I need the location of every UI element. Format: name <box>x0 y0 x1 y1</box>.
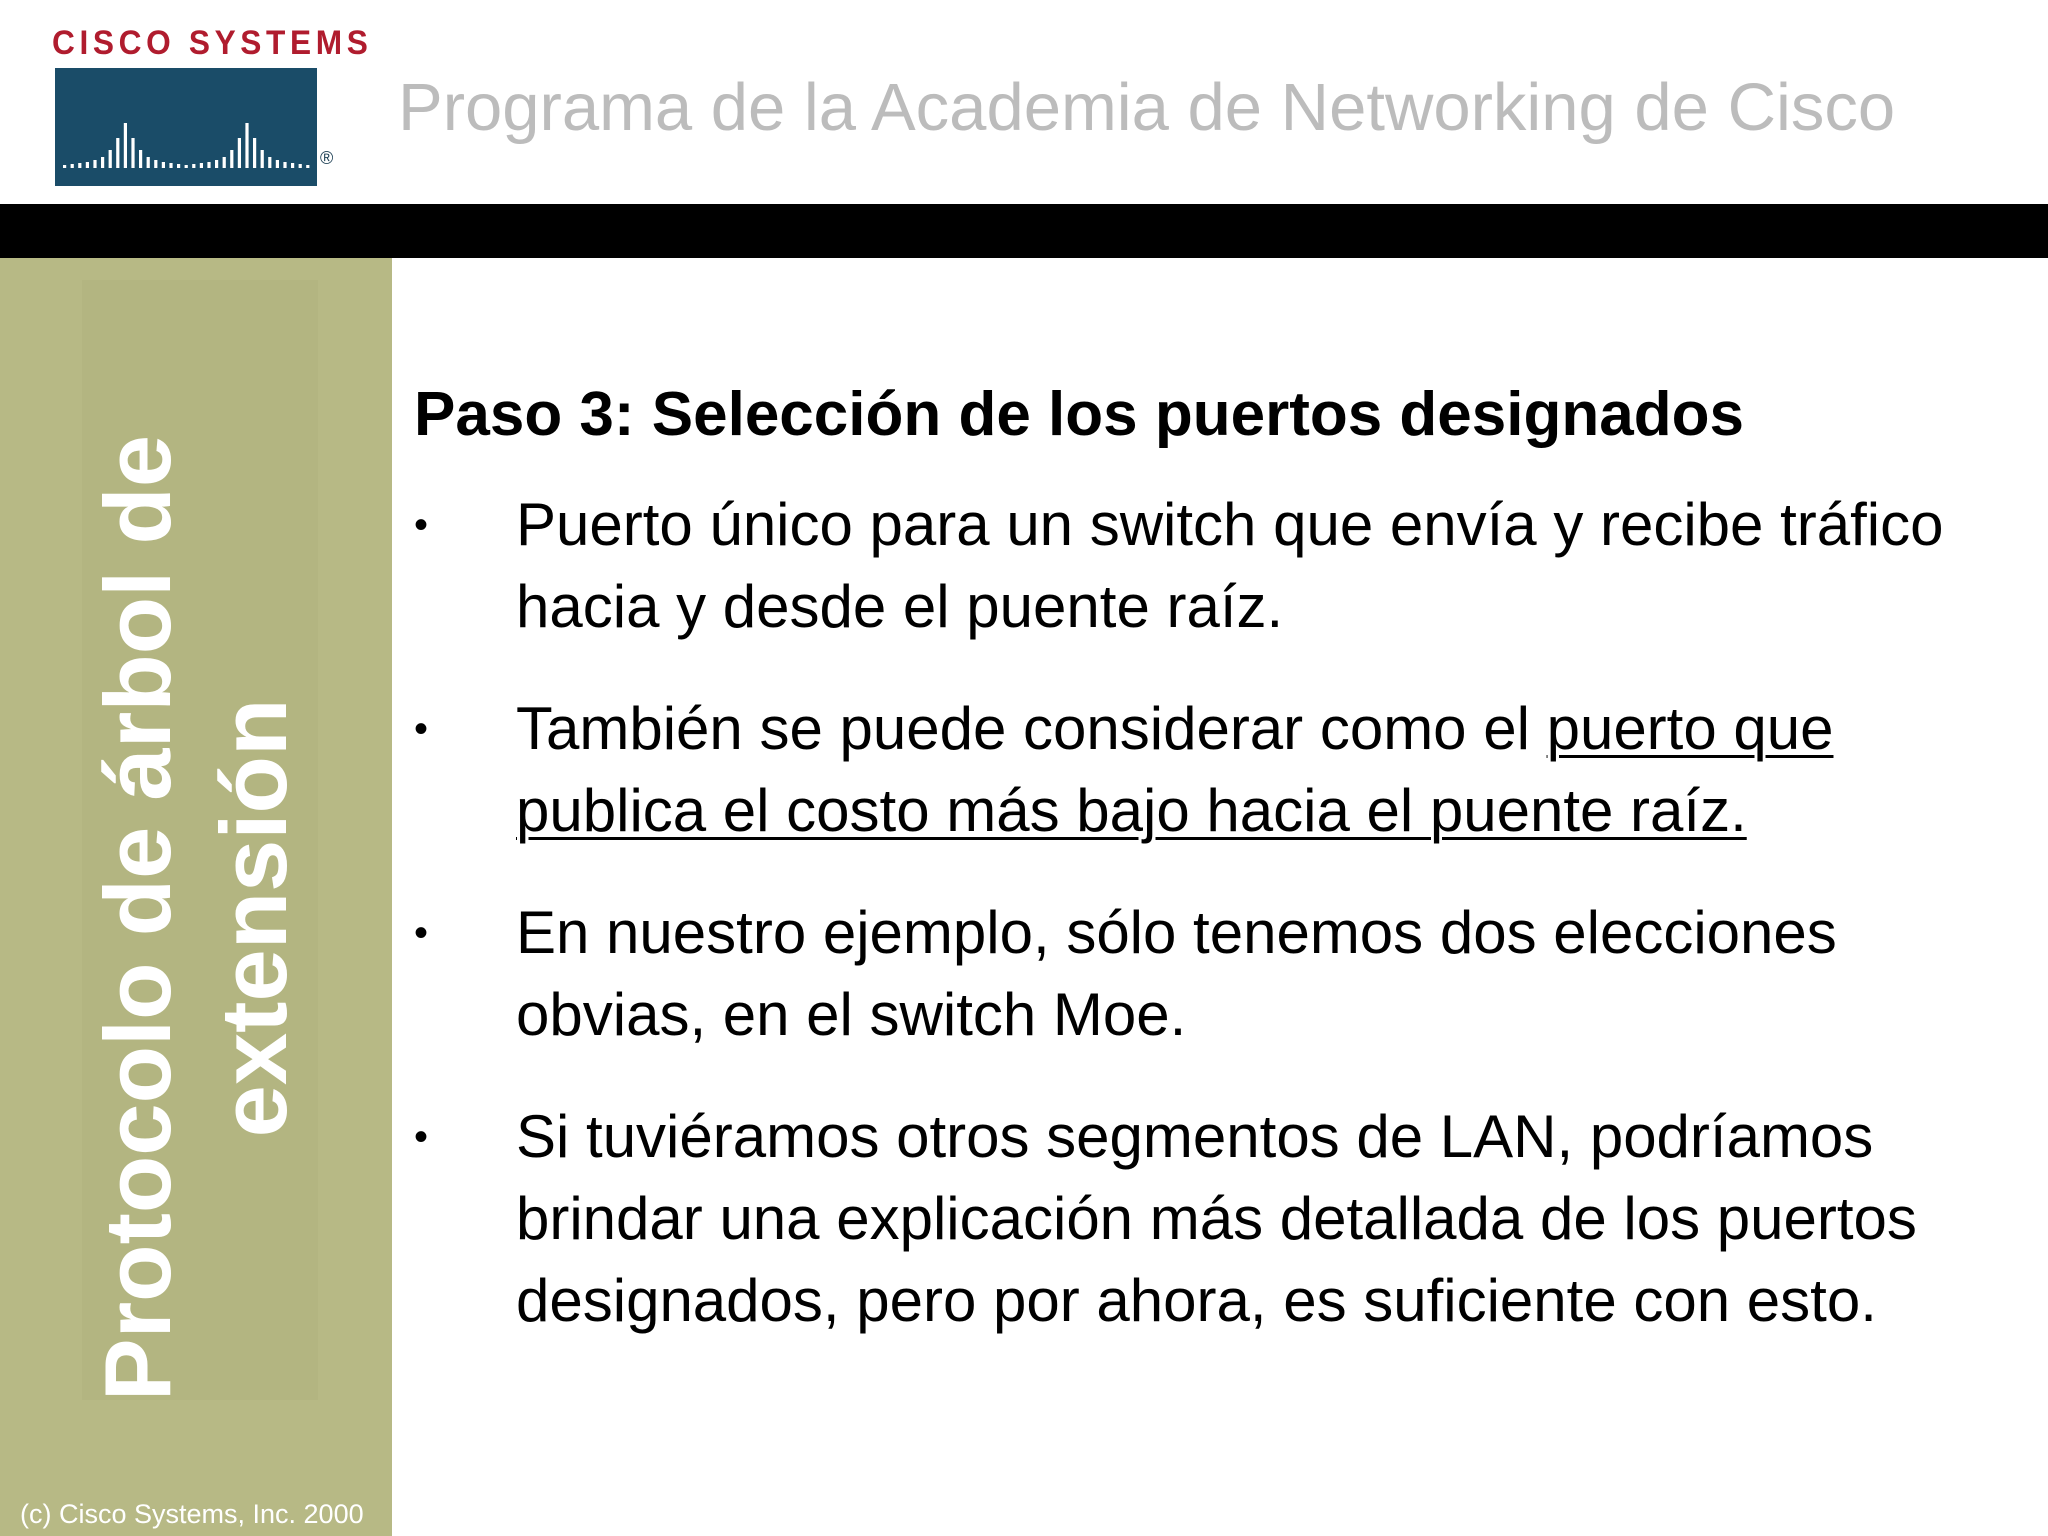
bullet-item <box>414 688 2034 852</box>
logo-bar <box>283 162 286 168</box>
logo-bar <box>253 138 256 168</box>
sidebar-title-line2: extensión <box>201 698 306 1138</box>
bullet-icon: • <box>414 911 429 955</box>
bullet-text-plain: También se puede considerar como el <box>516 695 1547 762</box>
bullet-text-underlined: puerto que publica el costo más bajo hacia el puente raíz. <box>516 695 1834 844</box>
bullet-item <box>414 892 2034 1056</box>
logo-bar <box>86 162 89 168</box>
sidebar <box>0 258 392 1536</box>
logo-bar <box>63 165 66 168</box>
logo-bar <box>116 138 119 168</box>
logo-bar <box>299 164 302 168</box>
logo-bar <box>93 160 96 168</box>
logo-bar <box>276 160 279 168</box>
logo-bar <box>268 157 271 168</box>
bullet-item <box>414 484 2034 648</box>
sidebar-title <box>80 318 312 1518</box>
logo-bar <box>154 160 157 168</box>
bullet-text: Si tuviéramos otros segmentos de LAN, podríamos brindar una explicación más detallada de los puertos designados, pero por ahora, es suficiente con esto. <box>516 1103 1917 1334</box>
logo-bar <box>177 164 180 168</box>
logo-bar <box>238 138 241 168</box>
bullet-text: Puerto único para un switch que envía y recibe tráfico hacia y desde el puente raíz. <box>516 491 1944 640</box>
header-title: Programa de la Academia de Networking de Cisco <box>398 70 1896 145</box>
bullet-text <box>516 695 1833 844</box>
bullet-text: En nuestro ejemplo, sólo tenemos dos elecciones obvias, en el switch Moe. <box>516 899 1837 1048</box>
sidebar-title-line1: Protocolo de árbol de <box>85 434 190 1402</box>
bullet-icon: • <box>414 503 429 547</box>
bullet-list <box>414 484 2034 1342</box>
logo-bridge-icon <box>55 68 317 186</box>
logo-bar <box>78 163 81 168</box>
logo-bar <box>245 123 248 168</box>
logo-bar <box>230 150 233 168</box>
bullet-item <box>414 1096 2034 1342</box>
logo-bar <box>185 165 188 168</box>
header-divider-bar <box>0 204 2048 258</box>
cisco-logo <box>52 18 373 168</box>
logo-bar <box>261 150 264 168</box>
logo-bar <box>200 163 203 168</box>
bullet-icon: • <box>414 707 429 751</box>
logo-bar <box>192 164 195 168</box>
logo-bar <box>71 164 74 168</box>
logo-bar <box>131 138 134 168</box>
logo-bar <box>139 150 142 168</box>
logo-bar <box>223 157 226 168</box>
logo-bar <box>162 162 165 168</box>
logo-bar <box>291 163 294 168</box>
slide-content <box>414 370 2034 1382</box>
logo-bar <box>101 157 104 168</box>
logo-bar <box>215 160 218 168</box>
slide-heading: Paso 3: Selección de los puertos designados <box>414 380 1744 449</box>
logo-bar <box>124 123 127 168</box>
bullet-icon: • <box>414 1115 429 1159</box>
logo-bar <box>306 165 309 168</box>
logo-wordmark: CISCO SYSTEMS <box>52 24 373 62</box>
logo-bar <box>169 163 172 168</box>
logo-bar <box>109 150 112 168</box>
registered-mark: ® <box>320 148 334 168</box>
logo-bar <box>147 157 150 168</box>
slide-header <box>0 0 2048 204</box>
logo-bar <box>207 162 210 168</box>
copyright-notice: (c) Cisco Systems, Inc. 2000 <box>20 1499 364 1529</box>
